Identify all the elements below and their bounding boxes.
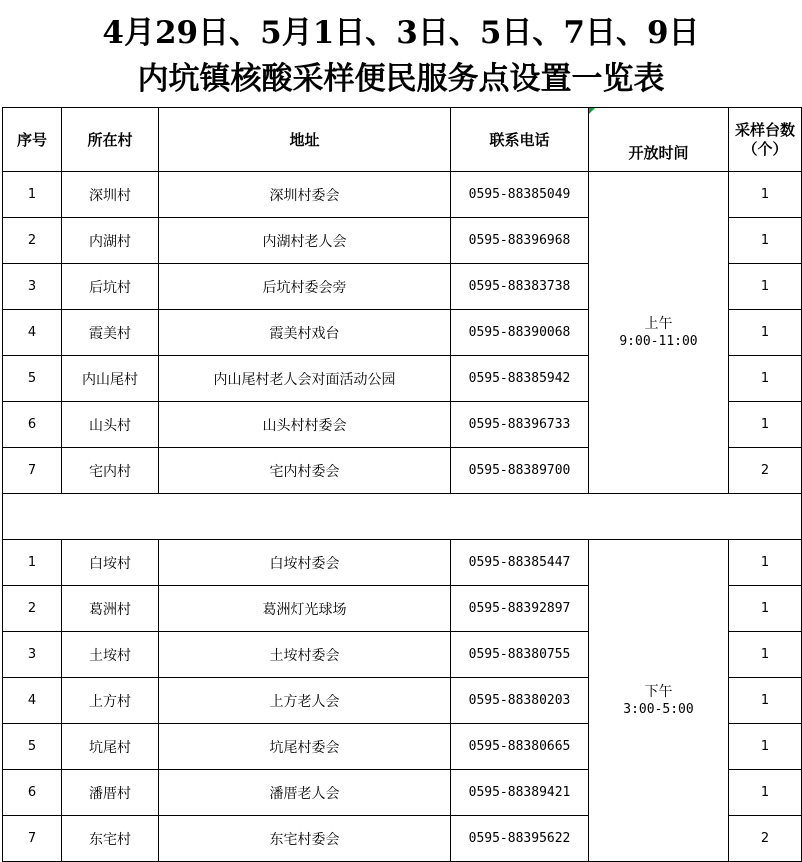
seq-cell: 4 (3, 678, 62, 724)
phone-cell: 0595-88385942 (451, 356, 589, 402)
count-cell: 1 (729, 678, 802, 724)
table-row (3, 540, 802, 586)
title-line-2: 内坑镇核酸采样便民服务点设置一览表 (137, 61, 665, 97)
header-count (729, 108, 802, 172)
village-cell: 山头村 (62, 402, 159, 448)
village-cell: 内山尾村 (62, 356, 159, 402)
village-cell: 霞美村 (62, 310, 159, 356)
phone-cell: 0595-88385049 (451, 172, 589, 218)
village-cell: 潘厝村 (62, 770, 159, 816)
header-village: 所在村 (62, 108, 159, 172)
count-cell: 1 (729, 632, 802, 678)
seq-cell: 6 (3, 402, 62, 448)
header-count-line1: 采样台数 (734, 120, 795, 139)
village-cell: 土垵村 (62, 632, 159, 678)
count-cell: 1 (729, 770, 802, 816)
header-row (3, 108, 802, 172)
village-cell: 内湖村 (62, 218, 159, 264)
seq-cell: 3 (3, 632, 62, 678)
address-cell: 白垵村委会 (159, 540, 451, 586)
section-separator-cell (3, 494, 802, 540)
count-cell: 1 (729, 724, 802, 770)
header-phone: 联系电话 (451, 108, 589, 172)
phone-cell: 0595-88389421 (451, 770, 589, 816)
seq-cell: 2 (3, 586, 62, 632)
header-seq: 序号 (3, 108, 62, 172)
village-cell: 深圳村 (62, 172, 159, 218)
afternoon-hours-label: 3:00-5:00 (623, 701, 694, 717)
sampling-sites-table (2, 107, 802, 862)
morning-period-label: 上午 (644, 315, 673, 332)
header-open-time-label: 开放时间 (628, 144, 689, 162)
phone-cell: 0595-88385447 (451, 540, 589, 586)
seq-cell: 5 (3, 724, 62, 770)
header-count-line2: （个） (742, 139, 788, 158)
village-cell: 葛洲村 (62, 586, 159, 632)
table-row (3, 172, 802, 218)
address-cell: 内山尾村老人会对面活动公园 (159, 356, 451, 402)
address-cell: 葛洲灯光球场 (159, 586, 451, 632)
address-cell: 东宅村委会 (159, 816, 451, 862)
count-cell: 2 (729, 816, 802, 862)
address-cell: 深圳村委会 (159, 172, 451, 218)
seq-cell: 7 (3, 448, 62, 494)
header-address: 地址 (159, 108, 451, 172)
title-line-1: 4月29日、5月1日、3日、5日、7日、9日 (102, 15, 700, 51)
phone-cell: 0595-88383738 (451, 264, 589, 310)
count-cell: 1 (729, 586, 802, 632)
village-cell: 坑尾村 (62, 724, 159, 770)
address-cell: 霞美村戏台 (159, 310, 451, 356)
seq-cell: 5 (3, 356, 62, 402)
address-cell: 上方老人会 (159, 678, 451, 724)
phone-cell: 0595-88392897 (451, 586, 589, 632)
morning-open-time-cell (589, 172, 729, 494)
address-cell: 后坑村委会旁 (159, 264, 451, 310)
count-cell: 1 (729, 264, 802, 310)
seq-cell: 6 (3, 770, 62, 816)
village-cell: 宅内村 (62, 448, 159, 494)
count-cell: 1 (729, 218, 802, 264)
village-cell: 上方村 (62, 678, 159, 724)
address-cell: 宅内村委会 (159, 448, 451, 494)
phone-cell: 0595-88380203 (451, 678, 589, 724)
address-cell: 潘厝老人会 (159, 770, 451, 816)
phone-cell: 0595-88389700 (451, 448, 589, 494)
count-cell: 1 (729, 172, 802, 218)
phone-cell: 0595-88396733 (451, 402, 589, 448)
corner-marker-icon (589, 108, 595, 114)
seq-cell: 3 (3, 264, 62, 310)
afternoon-open-time-cell (589, 540, 729, 862)
morning-hours-label: 9:00-11:00 (619, 333, 698, 349)
phone-cell: 0595-88380665 (451, 724, 589, 770)
address-cell: 山头村村委会 (159, 402, 451, 448)
seq-cell: 7 (3, 816, 62, 862)
seq-cell: 4 (3, 310, 62, 356)
phone-cell: 0595-88390068 (451, 310, 589, 356)
section-separator-row (3, 494, 802, 540)
count-cell: 1 (729, 356, 802, 402)
afternoon-period-label: 下午 (644, 683, 673, 700)
count-cell: 1 (729, 402, 802, 448)
village-cell: 东宅村 (62, 816, 159, 862)
phone-cell: 0595-88396968 (451, 218, 589, 264)
address-cell: 内湖村老人会 (159, 218, 451, 264)
count-cell: 1 (729, 540, 802, 586)
phone-cell: 0595-88395622 (451, 816, 589, 862)
address-cell: 土垵村委会 (159, 632, 451, 678)
count-cell: 1 (729, 310, 802, 356)
phone-cell: 0595-88380755 (451, 632, 589, 678)
seq-cell: 2 (3, 218, 62, 264)
count-cell: 2 (729, 448, 802, 494)
header-open-time (589, 108, 729, 172)
seq-cell: 1 (3, 540, 62, 586)
seq-cell: 1 (3, 172, 62, 218)
village-cell: 后坑村 (62, 264, 159, 310)
address-cell: 坑尾村委会 (159, 724, 451, 770)
village-cell: 白垵村 (62, 540, 159, 586)
